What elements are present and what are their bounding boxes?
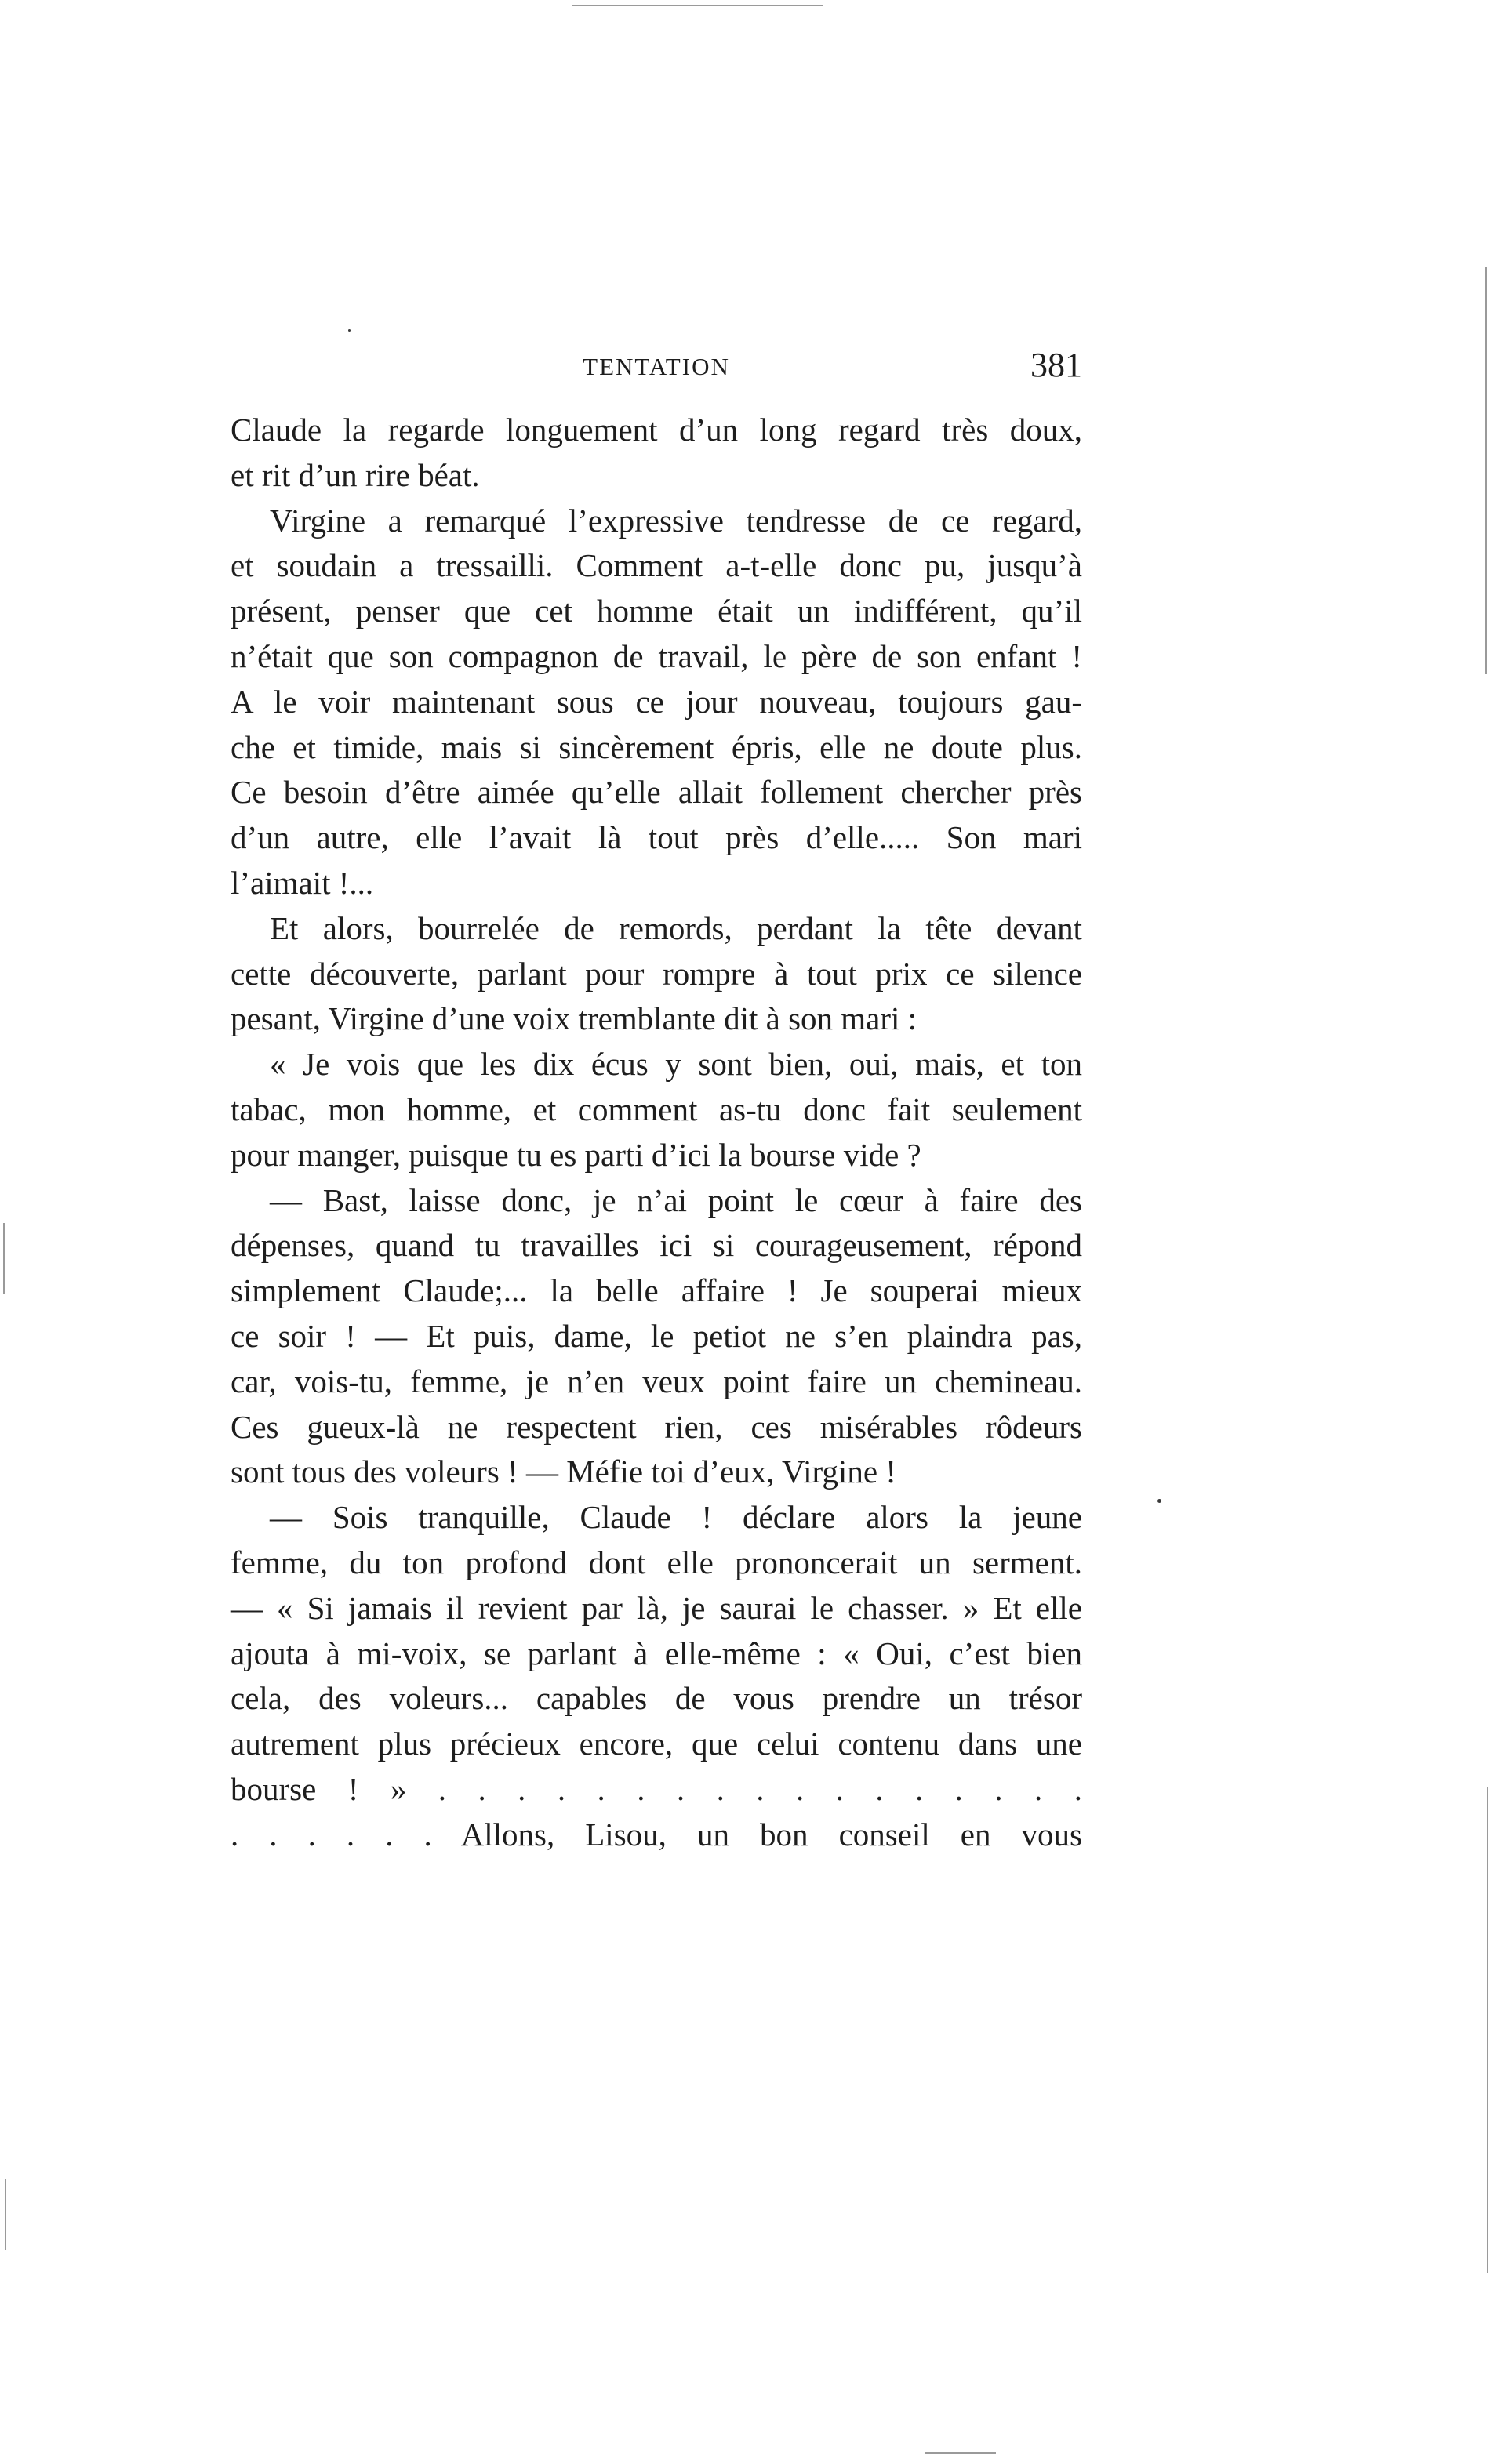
text-line: — Sois tranquille, Claude ! déclare alors la jeune [270, 1499, 1082, 1536]
scan-edge-right-lower [1487, 1787, 1488, 2273]
text-line: et soudain a tressailli. Comment a-t-elle donc pu, jusqu’à [231, 547, 1082, 584]
text-line: « Je vois que les dix écus y sont bien, oui, mais, et ton [270, 1046, 1082, 1083]
scan-edge-left [3, 1223, 5, 1294]
text-line: — « Si jamais il revient par là, je saurai le chasser. » Et elle [231, 1589, 1082, 1626]
text-line: pesant, Virgine d’une voix tremblante dit à son mari : [231, 1000, 917, 1037]
text-line: Ces gueux-là ne respectent rien, ces misérables rôdeurs [231, 1408, 1082, 1445]
text-line: A le voir maintenant sous ce jour nouveau, toujours gau- [231, 683, 1082, 720]
text-line: n’était que son compagnon de travail, le père de son enfant ! [231, 637, 1082, 674]
text-line: ce soir ! — Et puis, dame, le petiot ne s’en plaindra pas, [231, 1317, 1082, 1354]
text-line: . . . . . . Allons, Lisou, un bon conseil en vous [231, 1816, 1082, 1853]
text-line: femme, du ton profond dont elle prononcerait un serment. [231, 1544, 1082, 1580]
text-line: tabac, mon homme, et comment as-tu donc fait seulement [231, 1090, 1082, 1127]
scan-edge-right [1485, 267, 1487, 674]
page-header [231, 345, 1082, 392]
text-line: simplement Claude;... la belle affaire ! Je souperai mieux [231, 1272, 1082, 1309]
scan-edge-top [572, 5, 823, 6]
text-line: ajouta à mi-voix, se parlant à elle-même : « Oui, c’est bien [231, 1635, 1082, 1671]
text-line: sont tous des voleurs ! — Méfie toi d’eux, Virgine ! [231, 1453, 896, 1490]
text-line: Virgine a remarqué l’expressive tendresse de ce regard, [270, 502, 1082, 539]
scan-speck [1157, 1499, 1161, 1503]
text-line: l’aimait !... [231, 864, 374, 901]
text-line: Et alors, bourrelée de remords, perdant la tête devant [270, 909, 1082, 946]
text-line: pour manger, puisque tu es parti d’ici la bourse vide ? [231, 1136, 921, 1173]
body-text [231, 408, 1082, 1858]
text-line: car, vois-tu, femme, je n’en veux point faire un chemineau. [231, 1363, 1082, 1399]
text-line: che et timide, mais si sincèrement épris, elle ne doute plus. [231, 728, 1082, 765]
text-line: bourse ! » . . . . . . . . . . . . . . . . . [231, 1770, 1082, 1807]
text-line: dépenses, quand tu travailles ici si courageusement, répond [231, 1227, 1082, 1264]
text-line: — Bast, laisse donc, je n’ai point le cœur à faire des [270, 1181, 1082, 1218]
text-line: Ce besoin d’être aimée qu’elle allait follement chercher près [231, 774, 1082, 811]
text-line: autrement plus précieux encore, que celui contenu dans une [231, 1726, 1082, 1762]
text-line: d’un autre, elle l’avait là tout près d’elle..... Son mari [231, 819, 1082, 856]
scan-edge-bottom [925, 2452, 996, 2454]
scan-speck [348, 329, 351, 332]
page-number: 381 [1030, 346, 1082, 384]
running-title: TENTATION [583, 353, 730, 380]
text-line: cela, des voleurs... capables de vous prendre un trésor [231, 1680, 1082, 1717]
text-line: cette découverte, parlant pour rompre à tout prix ce silence [231, 955, 1082, 992]
text-line: présent, penser que cet homme était un indifférent, qu’il [231, 593, 1082, 630]
scan-edge-left-lower [5, 2179, 6, 2250]
text-line: Claude la regarde longuement d’un long regard très doux, [231, 412, 1082, 448]
text-line: et rit d’un rire béat. [231, 456, 480, 493]
